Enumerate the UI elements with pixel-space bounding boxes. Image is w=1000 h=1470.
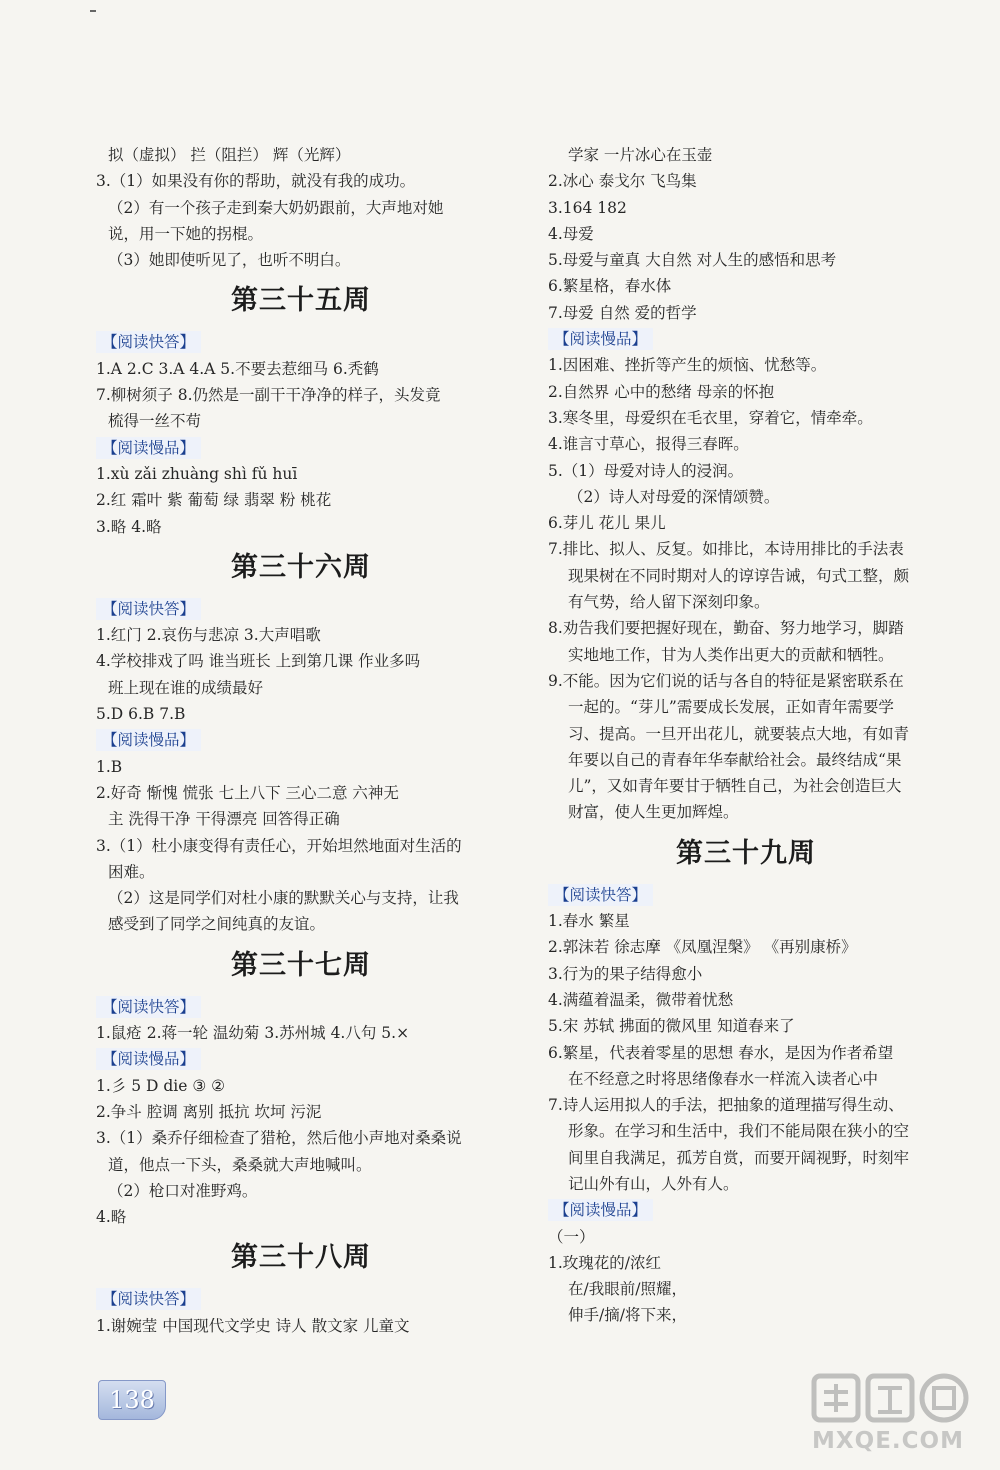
answer-line: 3.（1）如果没有你的帮助，就没有我的成功。 — [96, 172, 416, 191]
answer-line: 4.略 — [96, 1208, 127, 1227]
section-row — [96, 727, 506, 753]
answer-line: 有气势，给人留下深刻印象。 — [568, 593, 770, 612]
answer-line: 2.好奇 惭愧 慌张 七上八下 三心二意 六神无 — [96, 783, 399, 802]
answer-line: 形象。在学习和生活中，我们不能局限在狭小的空 — [568, 1122, 910, 1141]
answer-line: 间里自我满足，孤芳自赏，而要开阔视野，时刻牢 — [568, 1148, 910, 1167]
answer-line: 儿”，又如青年要甘于牺牲自己，为社会创造巨大 — [568, 777, 902, 796]
section-row — [96, 1286, 506, 1312]
answer-line: 班上现在谁的成绩最好 — [108, 678, 264, 697]
answer-line: 1.因困难、挫折等产生的烦恼、忧愁等。 — [548, 356, 827, 375]
answer-line: 说，用一下她的拐棍。 — [108, 224, 264, 243]
answer-line: 实地地工作，甘为人类作出更大的贡献和牺牲。 — [568, 645, 894, 664]
section-label: 【阅读慢品】 — [96, 729, 201, 751]
section-row — [548, 1197, 920, 1223]
section-label: 【阅读快答】 — [96, 331, 201, 353]
week-heading: 第三十九周 — [676, 837, 816, 869]
answer-line: 感受到了同学之间纯真的友谊。 — [108, 915, 326, 934]
answer-line: 记山外有山，人外有人。 — [568, 1174, 739, 1193]
answer-line: 1.鼠疮 2.蒋一轮 温幼菊 3.苏州城 4.八句 5.× — [96, 1024, 410, 1043]
answer-line: 6.繁星，代表着零星的思想 春水，是因为作者希望 — [548, 1043, 894, 1062]
week-heading: 第三十五周 — [231, 285, 371, 317]
section-label: 【阅读慢品】 — [548, 328, 653, 350]
answer-line: 2.红 霜叶 紫 葡萄 绿 翡翠 粉 桃花 — [96, 491, 332, 510]
answer-line: 5.（1）母爱对诗人的浸润。 — [548, 461, 744, 480]
answer-line: 道，他点一下头，桑桑就大声地喊叫。 — [108, 1155, 372, 1174]
answer-line: 5.宋 苏轼 拂面的微风里 知道春来了 — [548, 1017, 795, 1036]
answer-line: 3.寒冬里，母爱织在毛衣里，穿着它，情牵牵。 — [548, 408, 873, 427]
answer-line: 6.繁星格，春水体 — [548, 277, 672, 296]
answer-line: 7.母爱 自然 爱的哲学 — [548, 303, 697, 322]
answer-line: 3.（1）杜小康变得有责任心，开始坦然地面对生活的 — [96, 836, 462, 855]
watermark-logo-icon — [810, 1372, 970, 1426]
section-label: 【阅读快答】 — [96, 598, 201, 620]
section-label: 【阅读快答】 — [96, 996, 201, 1018]
section-row — [96, 329, 506, 355]
answer-line: 拟（虚拟） 拦（阻拦） 辉（光辉） — [108, 146, 351, 164]
answer-line: 梳得一丝不苟 — [108, 412, 202, 431]
answer-line: 2.郭沫若 徐志摩 《凤凰涅槃》 《再别康桥》 — [548, 938, 857, 957]
answer-line: 9.不能。因为它们说的话与各自的特征是紧密联系在 — [548, 671, 904, 690]
answer-line: 5.母爱与童真 大自然 对人生的感悟和思考 — [548, 251, 837, 270]
answer-line: 3.164 182 — [548, 198, 627, 217]
answer-line: 2.冰心 泰戈尔 飞鸟集 — [548, 172, 697, 191]
answer-line: 在/我眼前/照耀， — [568, 1280, 687, 1299]
answer-line: 学家 一片冰心在玉壶 — [568, 146, 713, 164]
section-row — [96, 994, 506, 1020]
answer-line: 7.柳树须子 8.仍然是一副干干净净的样子，头发竟 — [96, 386, 441, 405]
answer-line: 1.彡 5 D die ③ ② — [96, 1076, 226, 1095]
scan-mark — [90, 10, 96, 12]
answer-line: 伸手/摘/将下来， — [568, 1306, 687, 1325]
section-row — [548, 882, 920, 908]
answer-line: 1.谢婉莹 中国现代文学史 诗人 散文家 儿童文 — [96, 1316, 410, 1335]
week-heading: 第三十七周 — [231, 949, 371, 981]
answer-line: 7.排比、拟人、反复。如排比，本诗用排比的手法表 — [548, 540, 904, 559]
right-column — [548, 142, 920, 1329]
answer-line: 年要以自己的青春年华奉献给社会。最终结成“果 — [568, 750, 902, 769]
answer-line: 困难。 — [108, 862, 155, 881]
left-column — [96, 142, 506, 1339]
answer-line: （3）她即使听见了，也听不明白。 — [108, 251, 351, 270]
section-label: 【阅读快答】 — [548, 884, 653, 906]
answer-line: 3.行为的果子结得愈小 — [548, 964, 703, 983]
watermark — [790, 1372, 986, 1464]
page-number: 138 — [98, 1380, 166, 1420]
answer-line: 1.xù zǎi zhuàng shì fǔ huī — [96, 464, 298, 483]
answer-line: 7.诗人运用拟人的手法，把抽象的道理描写得生动、 — [548, 1096, 904, 1115]
answer-line: 2.自然界 心中的愁绪 母亲的怀抱 — [548, 382, 775, 401]
answer-line: （2）这是同学们对杜小康的默默关心与支持，让我 — [108, 889, 459, 908]
section-label: 【阅读慢品】 — [548, 1199, 653, 1221]
answer-line: 3.略 4.略 — [96, 517, 162, 536]
section-row — [96, 1046, 506, 1072]
section-row — [96, 435, 506, 461]
watermark-site: MXQE.COM — [812, 1428, 964, 1454]
answer-line: （一） — [548, 1227, 595, 1246]
answer-line: 4.满蕴着温柔，微带着忧愁 — [548, 990, 734, 1009]
section-label: 【阅读快答】 — [96, 1288, 201, 1310]
answer-line: （2）枪口对准野鸡。 — [108, 1181, 258, 1200]
answer-line: 8.劝告我们要把握好现在，勤奋、努力地学习，脚踏 — [548, 619, 904, 638]
answer-line: 财富，使人生更加辉煌。 — [568, 803, 739, 822]
answer-line: 在不经意之时将思绪像春水一样流入读者心中 — [568, 1069, 879, 1088]
answer-line: 5.D 6.B 7.B — [96, 705, 186, 724]
answer-line: （2）有一个孩子走到秦大奶奶跟前，大声地对她 — [108, 198, 444, 217]
section-label: 【阅读慢品】 — [96, 1048, 201, 1070]
answer-line: （2）诗人对母爱的深情颂赞。 — [568, 487, 780, 506]
answer-line: 3.（1）桑乔仔细检查了猎枪，然后他小声地对桑桑说 — [96, 1129, 462, 1148]
answer-line: 一起的。“芽儿”需要成长发展，正如青年需要学 — [568, 698, 894, 717]
section-row — [548, 326, 920, 352]
answer-line: 6.芽儿 花儿 果儿 — [548, 514, 666, 533]
answer-line: 主 洗得干净 干得漂亮 回答得正确 — [108, 810, 340, 829]
answer-line: 4.学校排戏了吗 谁当班长 上到第几课 作业多吗 — [96, 652, 421, 671]
week-heading: 第三十八周 — [231, 1242, 371, 1274]
section-label: 【阅读慢品】 — [96, 437, 201, 459]
answer-line: 1.红门 2.哀伤与悲凉 3.大声唱歌 — [96, 626, 321, 645]
answer-line: 4.谁言寸草心，报得三春晖。 — [548, 435, 749, 454]
answer-line: 现果树在不同时期对人的谆谆告诫，句式工整，颇 — [568, 566, 910, 585]
answer-line: 1.春水 繁星 — [548, 912, 630, 931]
answer-line: 1.A 2.C 3.A 4.A 5.不要去惹细马 6.秃鹤 — [96, 359, 379, 378]
answer-line: 1.B — [96, 757, 123, 776]
week-heading: 第三十六周 — [231, 551, 371, 583]
answer-line: 4.母爱 — [548, 224, 594, 243]
section-row — [96, 596, 506, 622]
answer-line: 习、提高。一旦开出花儿，就要装点大地，有如青 — [568, 724, 910, 743]
answer-line: 2.争斗 腔调 离别 抵抗 坎坷 污泥 — [96, 1102, 322, 1121]
answer-line: 1.玫瑰花的/浓红 — [548, 1253, 662, 1272]
